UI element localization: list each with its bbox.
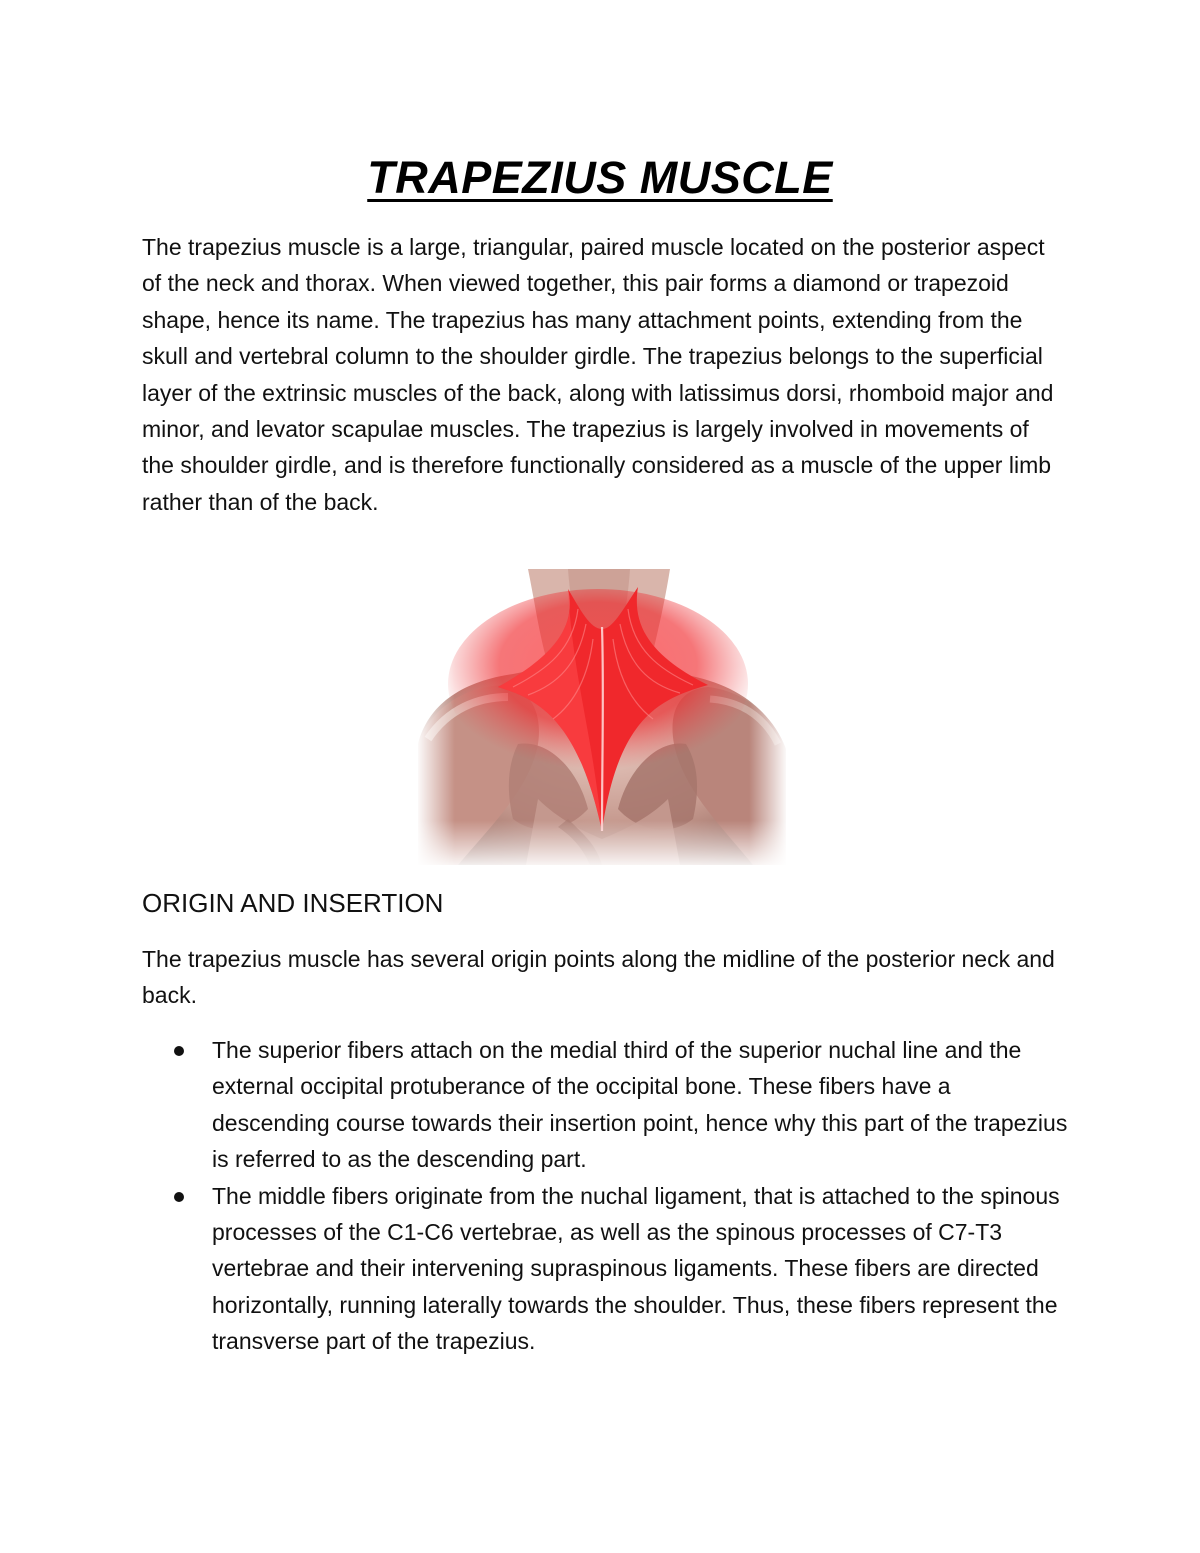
bullet-item [142, 1032, 1072, 1178]
intro-paragraph: The trapezius muscle is a large, triangular, paired muscle located on the posterior aspect of the neck and thorax. When viewed together, this pair forms a diamond or trapezoid shape, hence its name. The trapezius has many attachment points, extending from the skull and vertebral column to the shoulder girdle. The trapezius belongs to the superficial layer of the extrinsic muscles of the back, along with latissimus dorsi, rhomboid major and minor, and levator scapulae muscles. The trapezius is largely involved in movements of the shoulder girdle, and is therefore functionally considered as a muscle of the upper limb rather than of the back. [142, 234, 1054, 515]
section-intro-paragraph: The trapezius muscle has several origin points along the midline of the posterior neck and back. [142, 946, 1055, 1009]
document-title: TRAPEZIUS MUSCLE [367, 152, 833, 203]
bullet-item [142, 1178, 1072, 1360]
section-heading: ORIGIN AND INSERTION [142, 888, 444, 918]
bullet-icon [174, 1192, 184, 1202]
bullet-text: The superior fibers attach on the medial third of the superior nuchal line and the external occipital protuberance of the occipital bone. These fibers have a descending course towards their insertion point, hence why this part of the trapezius is referred to as the descending part. [212, 1037, 1068, 1173]
trapezius-anatomy-illustration [418, 569, 786, 865]
bullet-list [142, 1032, 1072, 1360]
bullet-text: The middle fibers originate from the nuchal ligament, that is attached to the spinous processes of the C1-C6 vertebrae, as well as the spinous processes of C7-T3 vertebrae and their intervening supraspinous ligaments. These fibers are directed horizontally, running laterally towards the shoulder. Thus, these fibers represent the transverse part of the trapezius. [212, 1182, 1060, 1355]
bullet-icon [174, 1046, 184, 1056]
